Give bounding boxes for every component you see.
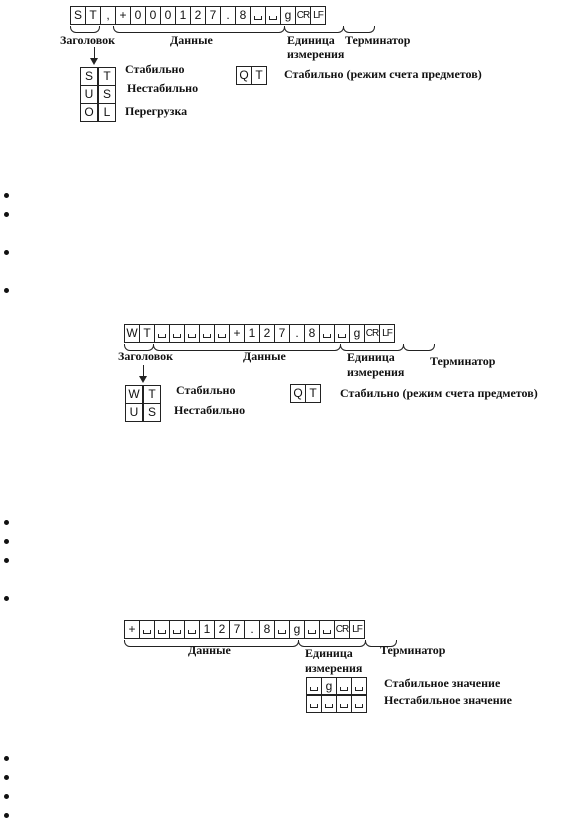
f2-count-desc: Стабильно (режим счета предметов) — [340, 386, 538, 400]
f1-cell-1: T — [85, 6, 101, 25]
f2-header-arrow — [143, 365, 144, 377]
f1-cell-3: + — [115, 6, 131, 25]
f3-unit-label-line1: Единица — [305, 646, 353, 660]
f3-cell-6: 2 — [214, 620, 230, 639]
f2-code-wt-t: T — [143, 385, 161, 404]
bullet — [4, 775, 9, 780]
f3-space-cell — [351, 694, 367, 713]
f1-unit-label — [287, 33, 344, 61]
f3-space-cell — [306, 694, 322, 713]
f2-header-label: Заголовок — [118, 349, 174, 363]
bullet — [4, 756, 9, 761]
f2-cell-cr: CR — [364, 324, 380, 343]
format1-frame — [70, 6, 325, 25]
f3-cell-0: + — [124, 620, 140, 639]
f2-unit-label-line2: измерения — [347, 365, 405, 379]
f2-space-cell — [214, 324, 230, 343]
f1-cell-9: 7 — [205, 6, 221, 25]
f1-unit-label-line2: измерения — [287, 47, 345, 61]
f3-unit-code-unstable — [306, 694, 366, 713]
f3-cell-7: 7 — [229, 620, 245, 639]
f3-unit-label-line2: измерения — [305, 661, 363, 675]
f1-cell-0: S — [70, 6, 86, 25]
f3-space-cell — [154, 620, 170, 639]
f1-code-ol-o: O — [80, 103, 98, 122]
f1-header-label: Заголовок — [60, 33, 116, 47]
f1-cell-10: . — [220, 6, 236, 25]
f1-header-code-table — [80, 67, 116, 121]
bullet — [4, 596, 9, 601]
f3-desc-unstable: Нестабильное значение — [384, 693, 512, 707]
f2-space-cell — [334, 324, 350, 343]
f1-code-st-s: S — [80, 67, 98, 86]
f2-cell-1: T — [139, 324, 155, 343]
f2-count-t: T — [305, 384, 321, 403]
f3-space-cell — [304, 620, 320, 639]
f3-space-cell — [139, 620, 155, 639]
f1-cell-lf: LF — [310, 6, 326, 25]
f2-terminator-brace — [403, 344, 435, 351]
f2-space-cell — [319, 324, 335, 343]
f3-unit-g: g — [321, 677, 337, 696]
f3-space-cell — [274, 620, 290, 639]
format3-frame — [124, 620, 364, 639]
f3-desc-stable: Стабильное значение — [384, 676, 501, 690]
f3-cell-8: . — [244, 620, 260, 639]
f2-cell-11: . — [289, 324, 305, 343]
f2-space-cell — [184, 324, 200, 343]
f1-count-t: T — [251, 66, 267, 85]
f3-data-label: Данные — [188, 643, 231, 657]
f2-cell-7: + — [229, 324, 245, 343]
f2-space-cell — [154, 324, 170, 343]
f2-cell-10: 7 — [274, 324, 290, 343]
f2-cell-8: 1 — [244, 324, 260, 343]
f2-code-us-s: S — [143, 403, 161, 422]
f1-space-cell — [250, 6, 266, 25]
f1-cell-5: 0 — [145, 6, 161, 25]
f2-desc-stable: Стабильно — [176, 383, 236, 397]
bullet — [4, 212, 9, 217]
f1-header-arrow — [94, 47, 95, 59]
f1-count-q: Q — [236, 66, 252, 85]
f3-cell-lf: LF — [349, 620, 365, 639]
f1-desc-unstable: Нестабильно — [127, 81, 199, 95]
f1-code-us-u: U — [80, 85, 98, 104]
f2-desc-unstable: Нестабильно — [174, 403, 246, 417]
f1-desc-overload: Перегрузка — [125, 104, 188, 118]
f1-code-st-t: T — [98, 67, 116, 86]
f1-data-brace — [113, 26, 285, 33]
f3-space-cell — [319, 620, 335, 639]
f2-cell-lf: LF — [379, 324, 395, 343]
f2-code-us-u: U — [125, 403, 143, 422]
bullet — [4, 539, 9, 544]
f3-cell-9: 8 — [259, 620, 275, 639]
f2-space-cell — [199, 324, 215, 343]
f2-data-label: Данные — [243, 349, 286, 363]
f1-cell-11: 8 — [235, 6, 251, 25]
f2-cell-0: W — [124, 324, 140, 343]
f2-cell-15: g — [349, 324, 365, 343]
f3-space-cell — [169, 620, 185, 639]
f2-header-code-table — [125, 385, 161, 421]
f3-space-cell — [336, 694, 352, 713]
f2-count-code — [290, 384, 320, 403]
bullet — [4, 558, 9, 563]
f1-space-cell — [265, 6, 281, 25]
f1-cell-4: 0 — [130, 6, 146, 25]
f3-space-cell — [321, 694, 337, 713]
f2-terminator-label: Терминатор — [430, 354, 496, 368]
f2-space-cell — [169, 324, 185, 343]
f3-terminator-label: Терминатор — [380, 643, 446, 657]
f1-desc-stable: Стабильно — [125, 62, 185, 76]
f3-cell-cr: CR — [334, 620, 350, 639]
f1-unit-label-line1: Единица — [287, 33, 335, 47]
f1-cell-8: 2 — [190, 6, 206, 25]
f3-space-cell — [184, 620, 200, 639]
f1-unit-brace — [284, 26, 344, 33]
f2-count-q: Q — [290, 384, 306, 403]
f3-cell-5: 1 — [199, 620, 215, 639]
bullet — [4, 250, 9, 255]
bullet — [4, 288, 9, 293]
f2-code-wt-w: W — [125, 385, 143, 404]
f2-cell-9: 2 — [259, 324, 275, 343]
f1-terminator-brace — [343, 26, 375, 33]
f1-code-ol-l: L — [98, 103, 116, 122]
f3-unit-label — [305, 646, 362, 676]
f1-data-label: Данные — [170, 33, 213, 47]
f1-cell-cr: CR — [295, 6, 311, 25]
f1-cell-2: , — [100, 6, 116, 25]
f2-cell-12: 8 — [304, 324, 320, 343]
f1-count-desc: Стабильно (режим счета предметов) — [284, 67, 482, 81]
bullet — [4, 520, 9, 525]
f2-unit-label-line1: Единица — [347, 350, 395, 364]
f1-cell-6: 0 — [160, 6, 176, 25]
f2-unit-label — [347, 350, 404, 380]
format2-frame — [124, 324, 394, 343]
bullet — [4, 193, 9, 198]
f1-terminator-label: Терминатор — [345, 33, 411, 47]
f3-cell-11: g — [289, 620, 305, 639]
f1-header-brace — [70, 26, 100, 33]
f1-count-code — [236, 66, 266, 85]
f1-code-us-s: S — [98, 85, 116, 104]
f1-cell-7: 1 — [175, 6, 191, 25]
f1-cell-14: g — [280, 6, 296, 25]
bullet — [4, 813, 9, 818]
bullet — [4, 794, 9, 799]
